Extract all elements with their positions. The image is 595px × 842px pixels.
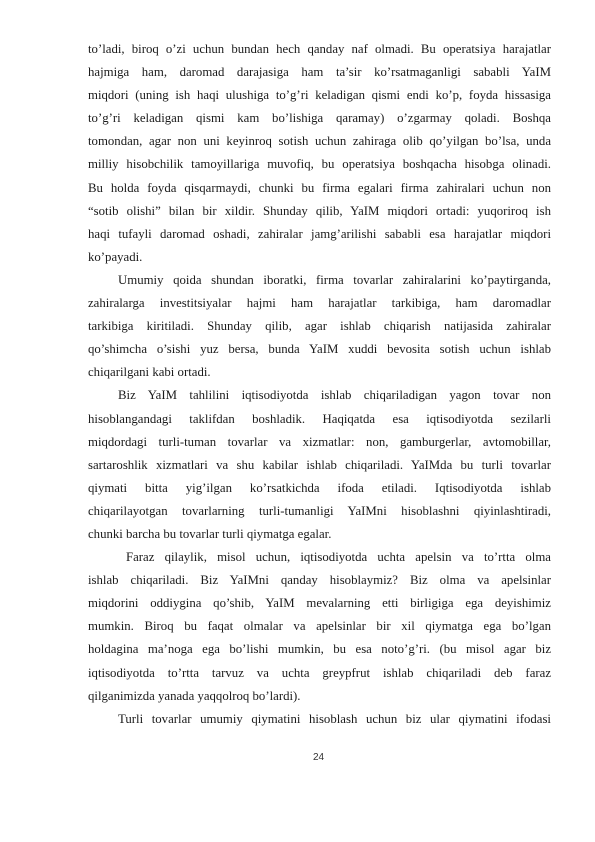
text-line: hajmiga ham, daromad darajasiga ham ta’sir ko’rsatmaganligi sababli YaIM <box>88 65 551 80</box>
text-line: holdagina ma’noga ega bo’lishi mumkin, bu esa noto’g’ri. (bu misol agar biz <box>88 642 551 657</box>
text-line: to’ladi, biroq o’zi uchun bundan hech qanday naf olmadi. Bu operatsiya harajatlar <box>88 42 551 56</box>
document-body <box>88 38 551 731</box>
text-line: ishlab chiqariladi. Biz YaIMni qanday hisoblaymiz? Biz olma va apelsinlar <box>88 573 551 588</box>
text-line: qo’shimcha o’sishi yuz bersa, bunda YaIM xuddi bevosita sotish uchun ishlab <box>88 342 551 357</box>
text-line: “sotib olishi” bilan bir xildir. Shunday qilib, YaIM miqdori ortadi: yuqoriroq ish <box>88 203 551 218</box>
text-line: miqdordagi turli-tuman tovarlar va xizmatlar: non, gamburgerlar, avtomobillar, <box>88 434 551 449</box>
text-line: chiqarilayotgan tovarlarning turli-tumanligi YaIMni hisoblashni qiyinlashtiradi, <box>88 503 551 518</box>
text-line: Biz YaIM tahlilini iqtisodiyotda ishlab chiqariladigan yagon tovar non <box>118 388 551 403</box>
text-line: chiqarilgani kabi ortadi. <box>88 365 211 380</box>
text-line: chunki barcha bu tovarlar turli qiymatga egalar. <box>88 526 332 541</box>
text-line: Turli tovarlar umumiy qiymatini hisoblash uchun biz ular qiymatini ifodasi <box>118 711 551 726</box>
text-line: haqi tufayli daromad oshadi, zahiralar jamg’arilishi sababli esa harajatlar miqdori <box>88 226 551 241</box>
text-line: iqtisodiyotda to’rtta tarvuz va uchta greypfrut ishlab chiqariladi deb faraz <box>88 665 551 680</box>
text-line: qiymati bitta yig’ilgan ko’rsatkichda ifoda etiladi. Iqtisodiyotda ishlab <box>88 480 551 495</box>
text-line: miqdori (uning ish haqi ulushiga to’g’ri keladigan qismi endi ko’p, foyda hissasiga <box>88 88 551 103</box>
text-line: milliy hisobchilik tamoyillariga muvofiq, bu operatsiya boshqacha hisobga olinadi. <box>88 157 551 172</box>
text-line: miqdorini oddiygina qo’shib, YaIM mevalarning etti birligiga ega deyishimiz <box>88 596 551 611</box>
text-line: Umumiy qoida shundan iboratki, firma tovarlar zahiralarini ko’paytirganda, <box>118 272 551 287</box>
text-line: mumkin. Biroq bu faqat olmalar va apelsinlar bir xil qiymatga ega bo’lgan <box>88 619 551 634</box>
page-number: 24 <box>312 752 325 763</box>
text-line: tomondan, agar non uni keyinroq sotish uchun zahiraga olib qo’yilgan bo’lsa, unda <box>88 134 551 149</box>
text-line: Faraz qilaylik, misol uchun, iqtisodiyotda uchta apelsin va to’rtta olma <box>126 550 551 565</box>
text-line: to’g’ri keladigan qismi kam bo’lishiga qaramay) o’zgarmay qoladi. Boshqa <box>88 111 551 126</box>
text-line: ko’payadi. <box>88 249 143 264</box>
text-line: Bu holda foyda qisqarmaydi, chunki bu firma egalari firma zahiralari uchun non <box>88 180 551 195</box>
text-line: tarkibiga kiritiladi. Shunday qilib, agar ishlab chiqarish natijasida zahiralar <box>88 319 551 334</box>
text-line: hisoblangandagi taklifdan boshladik. Haqiqatda esa iqtisodiyotda sezilarli <box>88 411 551 426</box>
text-line: zahiralarga investitsiyalar hajmi ham harajatlar tarkibiga, ham daromadlar <box>88 296 551 311</box>
text-line: qilganimizda yanada yaqqolroq bo’lardi). <box>88 688 301 703</box>
text-line: sartaroshlik xizmatlari va shu kabilar ishlab chiqariladi. YaIMda bu turli tovarlar <box>88 457 551 472</box>
